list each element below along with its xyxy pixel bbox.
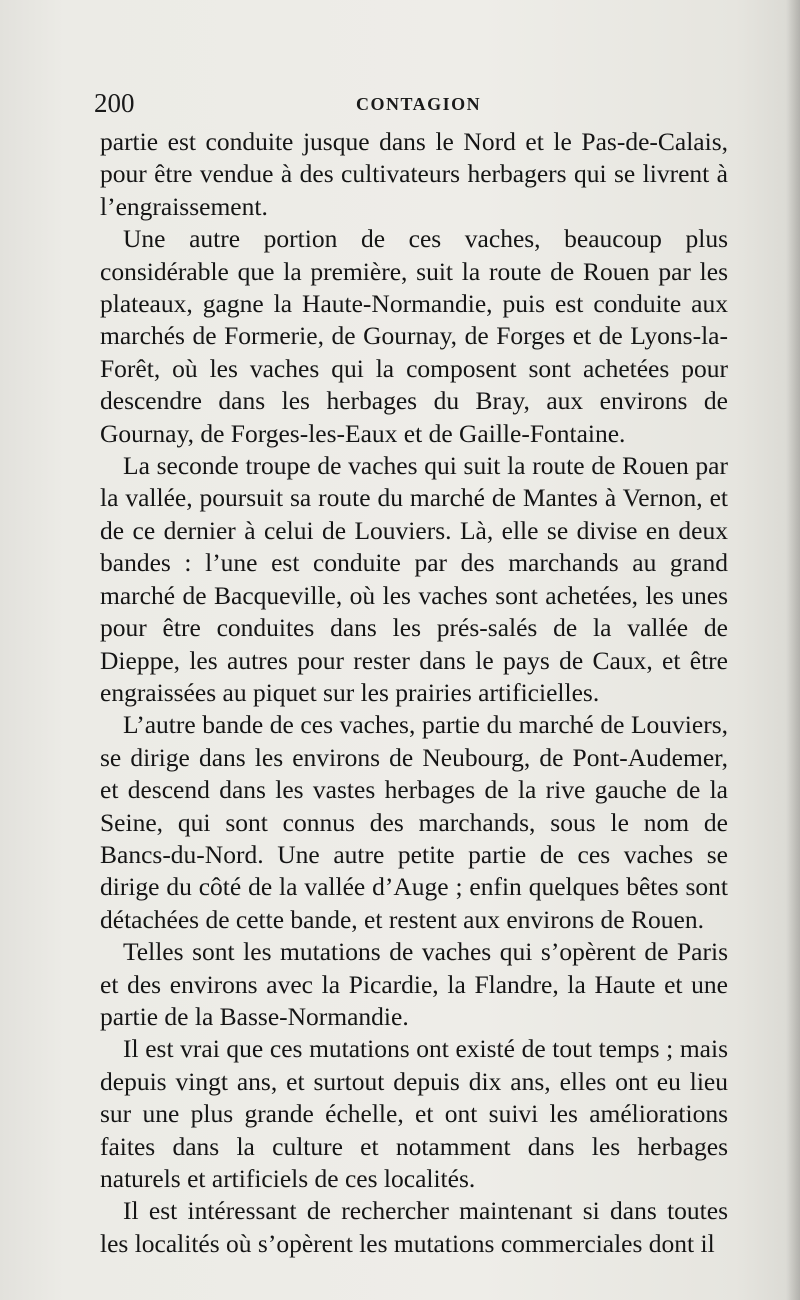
page-header [94,88,734,120]
body-text [100,126,728,1260]
paragraph: partie est conduite jusque dans le Nord et le Pas-de-Calais, pour être vendue à des cultivateurs herbagers qui se livrent à l’engraissement. [100,127,728,221]
paragraph: L’autre bande de ces vaches, partie du marché de Louviers, se dirige dans les environs de Neubourg, de Pont-Audemer, et descend dans les vastes herbages de la rive gauche de la Seine, qui sont connus des marchands, sous le nom de Bancs-du-Nord. Une autre petite partie de ces vaches se dirige du côté de la vallée d’Auge ; enfin quelques bêtes sont détachées de cette bande, et restent aux environs de Rouen. [100,710,728,934]
paragraph: Il est vrai que ces mutations ont existé de tout temps ; mais depuis vingt ans, et surtout depuis dix ans, elles ont eu lieu sur une plus grande échelle, et ont suivi les améliorations faites dans la culture et notamment dans les herbages naturels et artificiels de ces localités. [100,1034,728,1193]
paragraph: Telles sont les mutations de vaches qui s’opèrent de Paris et des environs avec la Picardie, la Flandre, la Haute et une partie de la Basse-Normandie. [100,937,728,1031]
page-edge-shadow [786,0,800,1300]
paragraph: La seconde troupe de vaches qui suit la route de Rouen par la vallée, poursuit sa route du marché de Mantes à Vernon, et de ce dernier à celui de Louviers. Là, elle se divise en deux bandes : l’une est conduite par des marchands au grand marché de Bacqueville, où les vaches sont achetées, les unes pour être conduites dans les prés-salés de la vallée de Dieppe, les autres pour rester dans le pays de Caux, et être engraissées au piquet sur les prairies artificielles. [100,451,728,707]
paragraph: Il est intéressant de rechercher maintenant si dans toutes les localités où s’opèrent les mutations commerciales dont il [100,1196,728,1258]
paragraph: Une autre portion de ces vaches, beaucoup plus considérable que la première, suit la route de Rouen par les plateaux, gagne la Haute-Normandie, puis est conduite aux marchés de Formerie, de Gournay, de Forges et de Lyons-la-Forêt, où les vaches qui la composent sont achetées pour descendre dans les herbages du Bray, aux environs de Gournay, de Forges-les-Eaux et de Gaille-Fontaine. [100,224,728,448]
running-head: CONTAGION [356,94,482,114]
page-number: 200 [94,88,135,118]
